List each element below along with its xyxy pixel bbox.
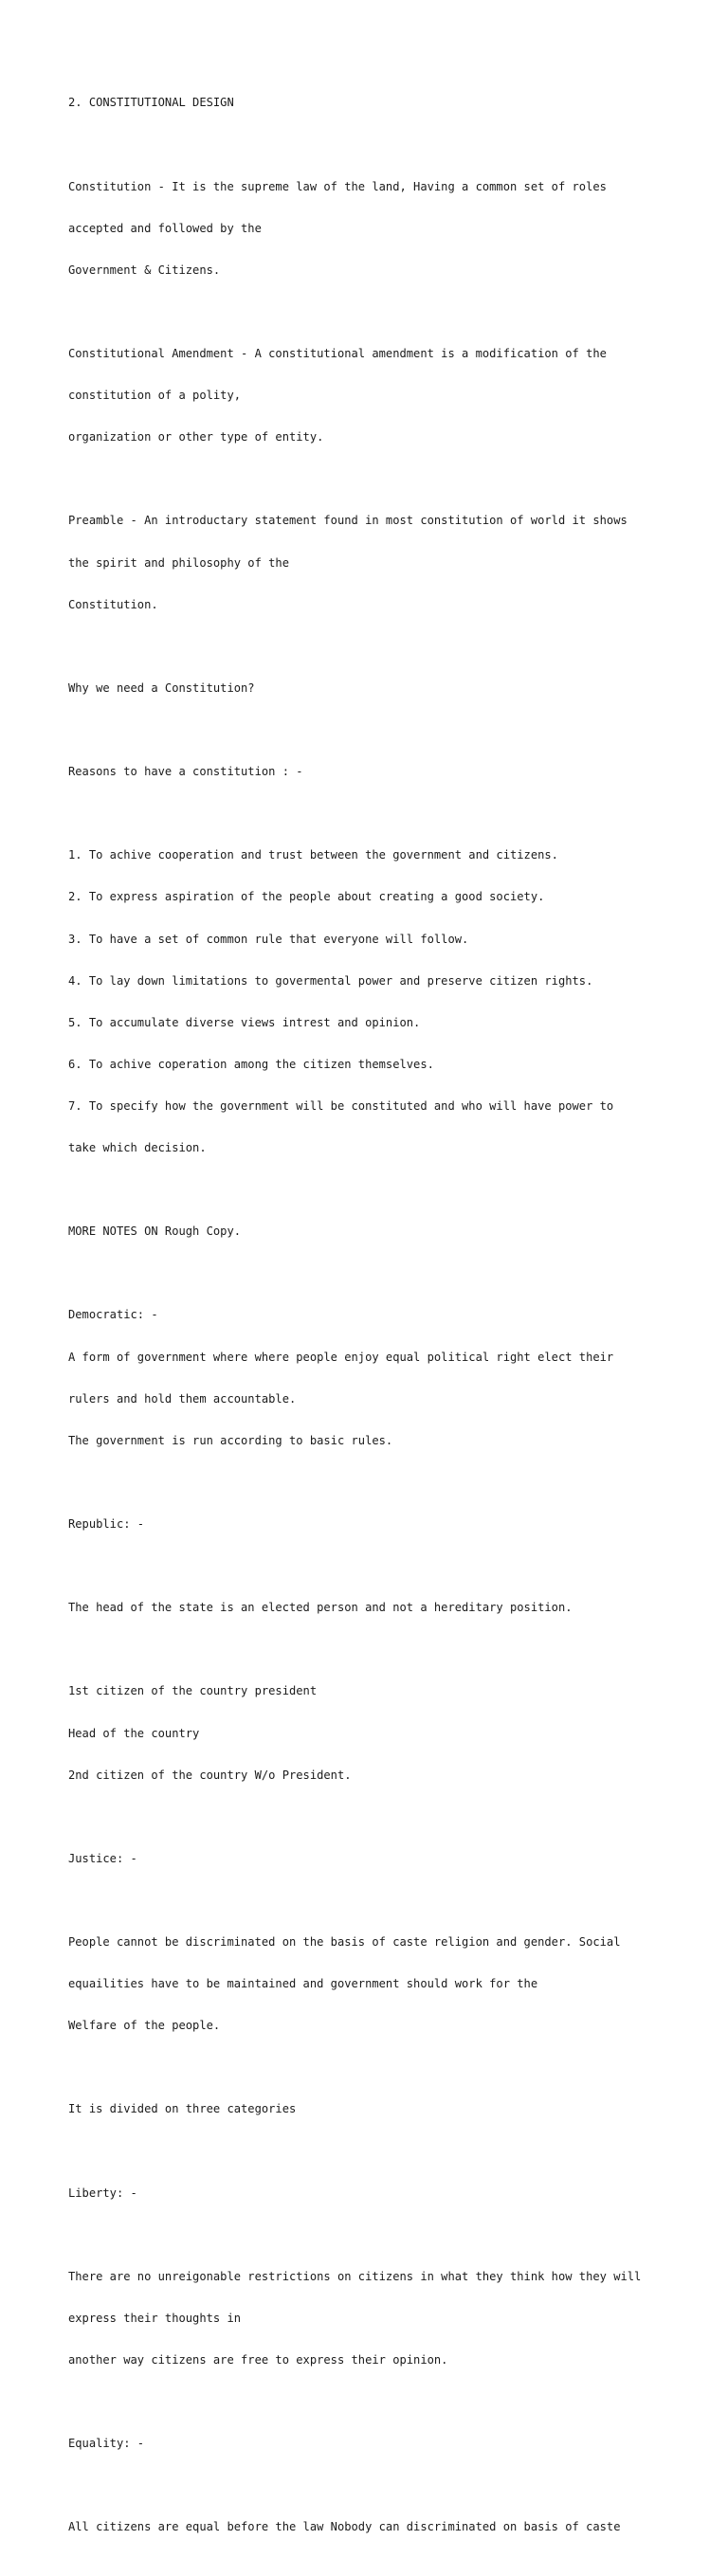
definition-democratic <box>68 1280 694 1476</box>
definition-republic <box>68 1573 694 1643</box>
more-notes <box>68 1197 694 1267</box>
list-item: 4. To lay down limitations to govermental power and preserve citizen rights. <box>68 973 593 988</box>
text-line: equailities have to be maintained and government should work for the <box>68 1977 538 1991</box>
text-line: Government & Citizens. <box>68 263 221 277</box>
text-line: There are no unreigonable restrictions on citizens in what they think how they will <box>68 2269 642 2283</box>
text-line: MORE NOTES ON Rough Copy. <box>68 1225 242 1239</box>
justice-heading <box>68 1823 694 1894</box>
republic-heading <box>68 1490 694 1560</box>
categories-note <box>68 2075 694 2145</box>
text-line: rulers and hold them accountable. <box>68 1391 297 1406</box>
citizen-notes <box>68 1657 694 1810</box>
definition-justice <box>68 1908 694 2061</box>
text-line: A form of government where where people enjoy equal political right elect their <box>68 1350 614 1364</box>
text-line: Democratic: - <box>68 1308 158 1322</box>
definition-amendment <box>68 319 694 473</box>
list-item: 1. To achive cooperation and trust between the government and citizens. <box>68 848 558 862</box>
text-line: Reasons to have a constitution : - <box>68 765 303 779</box>
text-line: Republic: - <box>68 1516 145 1531</box>
definition-liberty <box>68 2241 694 2395</box>
text-line: organization or other type of entity. <box>68 430 324 444</box>
definition-preamble <box>68 486 694 640</box>
text-line: 2. CONSTITUTIONAL DESIGN <box>68 96 234 110</box>
document-page <box>68 68 694 2576</box>
text-line: The head of the state is an elected person and not a hereditary position. <box>68 1601 573 1615</box>
text-line: Equality: - <box>68 2437 145 2451</box>
liberty-heading <box>68 2158 694 2228</box>
definition-equality <box>68 2493 694 2563</box>
text-line: Head of the country <box>68 1726 200 1740</box>
text-line: Preamble - An introductary statement found in most constitution of world it shows <box>68 514 628 528</box>
reasons-heading <box>68 737 694 807</box>
text-line: another way citizens are free to express their opinion. <box>68 2353 448 2367</box>
text-line: Liberty: - <box>68 2186 137 2200</box>
definition-constitution <box>68 152 694 305</box>
equality-heading <box>68 2409 694 2479</box>
list-item: 7. To specify how the government will be constituted and who will have power to <box>68 1098 614 1113</box>
text-line: All citizens are equal before the law Nobody can discriminated on basis of caste <box>68 2520 621 2534</box>
list-item: take which decision. <box>68 1141 207 1155</box>
list-item: 6. To achive coperation among the citizen themselves. <box>68 1057 434 1071</box>
list-item: 3. To have a set of common rule that everyone will follow. <box>68 932 469 946</box>
text-line: Constitutional Amendment - A constitutional amendment is a modification of the <box>68 347 607 361</box>
text-line: Justice: - <box>68 1851 137 1865</box>
question-why-constitution <box>68 653 694 723</box>
text-line: express their thoughts in <box>68 2311 242 2325</box>
text-line: Why we need a Constitution? <box>68 680 255 695</box>
text-line: Welfare of the people. <box>68 2019 221 2033</box>
heading-constitutional-design <box>68 68 694 138</box>
text-line: accepted and followed by the <box>68 221 262 235</box>
text-line: People cannot be discriminated on the basis of caste religion and gender. Social <box>68 1935 621 1950</box>
text-line: constitution of a polity, <box>68 389 242 403</box>
text-line: 1st citizen of the country president <box>68 1684 318 1698</box>
text-line: 2nd citizen of the country W/o President. <box>68 1768 352 1782</box>
text-line: Constitution. <box>68 597 158 611</box>
reasons-list <box>68 821 694 1183</box>
list-item: 5. To accumulate diverse views intrest and opinion. <box>68 1015 421 1029</box>
text-line: Constitution - It is the supreme law of the land, Having a common set of roles <box>68 179 607 193</box>
text-line: It is divided on three categories <box>68 2102 297 2116</box>
list-item: 2. To express aspiration of the people about creating a good society. <box>68 890 545 904</box>
text-line: The government is run according to basic rules. <box>68 1433 393 1447</box>
text-line: the spirit and philosophy of the <box>68 555 289 570</box>
